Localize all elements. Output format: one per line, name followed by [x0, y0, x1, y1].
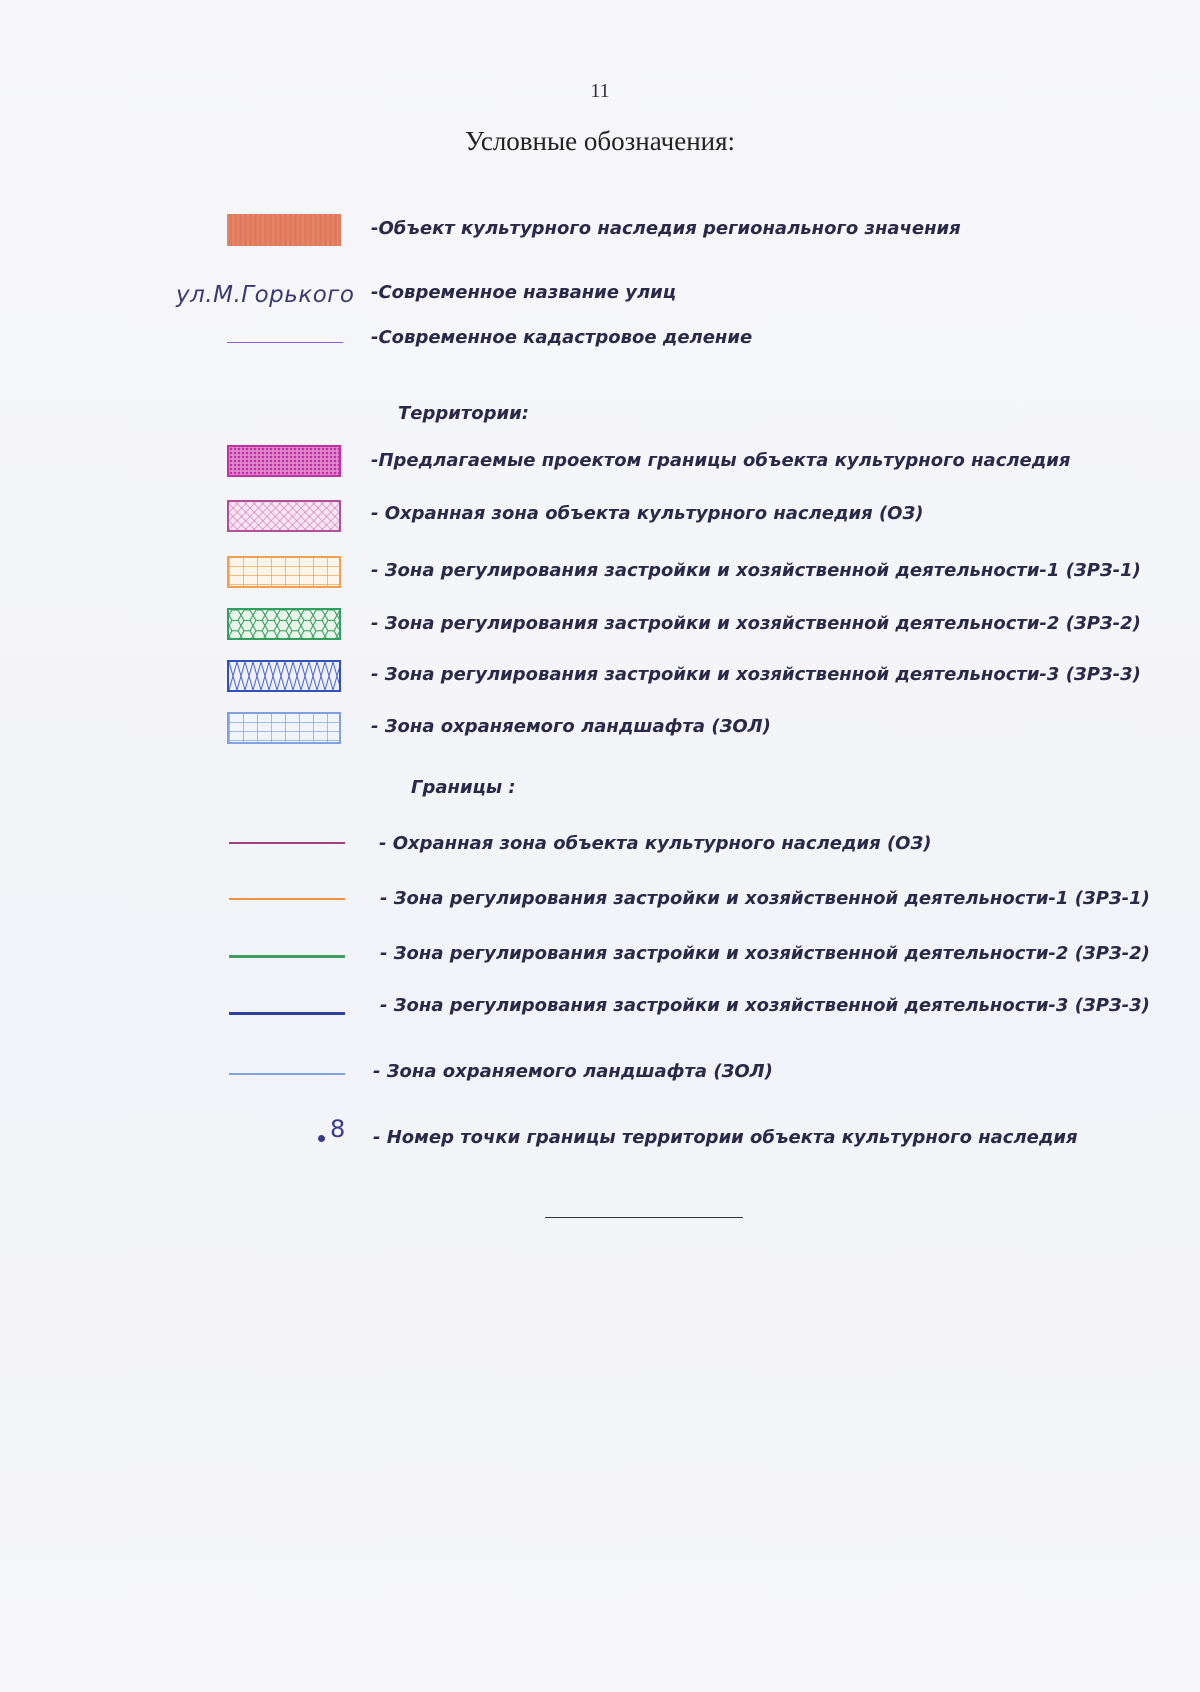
legend-item-label: - Зона регулирования застройки и хозяйственной деятельности-1 (ЗРЗ-1)	[380, 888, 1150, 909]
protection-zone-swatch	[227, 500, 341, 532]
hexagon-pattern	[229, 610, 339, 638]
boundary-zrz1-line	[229, 898, 345, 900]
point-marker-dot	[318, 1135, 325, 1142]
street-name-sample: ул.М.Горького	[176, 282, 355, 308]
legend-item-label: -Предлагаемые проектом границы объекта культурного наследия	[371, 450, 1071, 471]
boundary-oz-line	[229, 842, 345, 844]
zrz2-swatch	[227, 608, 341, 640]
legend-item-label: - Зона охраняемого ландшафта (ЗОЛ)	[373, 1061, 773, 1082]
territories-title: Территории:	[398, 403, 529, 424]
footer-rule	[545, 1217, 743, 1218]
legend-item-label: - Охранная зона объекта культурного наследия (ОЗ)	[371, 503, 924, 524]
legend-item-label: - Номер точки границы территории объекта культурного наследия	[373, 1127, 1078, 1148]
cadastral-line-sample	[227, 342, 343, 343]
legend-item-label: - Зона охраняемого ландшафта (ЗОЛ)	[371, 716, 771, 737]
legend-item-label: - Зона регулирования застройки и хозяйственной деятельности-2 (ЗРЗ-2)	[371, 613, 1141, 634]
zrz1-swatch	[227, 556, 341, 588]
boundary-zrz3-line	[229, 1012, 345, 1015]
legend-item-label: - Зона регулирования застройки и хозяйственной деятельности-3 (ЗРЗ-3)	[380, 995, 1150, 1016]
legend-item-label: - Зона регулирования застройки и хозяйственной деятельности-1 (ЗРЗ-1)	[371, 560, 1141, 581]
landscape-zone-swatch	[227, 712, 341, 744]
legend-item-label: - Зона регулирования застройки и хозяйственной деятельности-3 (ЗРЗ-3)	[371, 664, 1141, 685]
boundary-zrz2-line	[229, 955, 345, 958]
boundaries-title: Границы :	[411, 777, 516, 798]
legend-item-label: - Охранная зона объекта культурного наследия (ОЗ)	[379, 833, 932, 854]
legend-heading: Условные обозначения:	[464, 126, 736, 156]
boundary-landscape-line	[229, 1073, 345, 1075]
heritage-object-swatch	[227, 214, 341, 246]
legend-item-label: -Объект культурного наследия регионального значения	[371, 218, 961, 239]
legend-item-label: - Зона регулирования застройки и хозяйственной деятельности-2 (ЗРЗ-2)	[380, 943, 1150, 964]
page-number: 11	[590, 80, 610, 102]
legend-item-label: -Современное название улиц	[371, 282, 677, 303]
triangle-pattern	[229, 662, 339, 690]
zrz3-swatch	[227, 660, 341, 692]
point-number-sample: 8	[330, 1115, 346, 1143]
legend-item-label: -Современное кадастровое деление	[371, 327, 753, 348]
project-border-swatch	[227, 445, 341, 477]
